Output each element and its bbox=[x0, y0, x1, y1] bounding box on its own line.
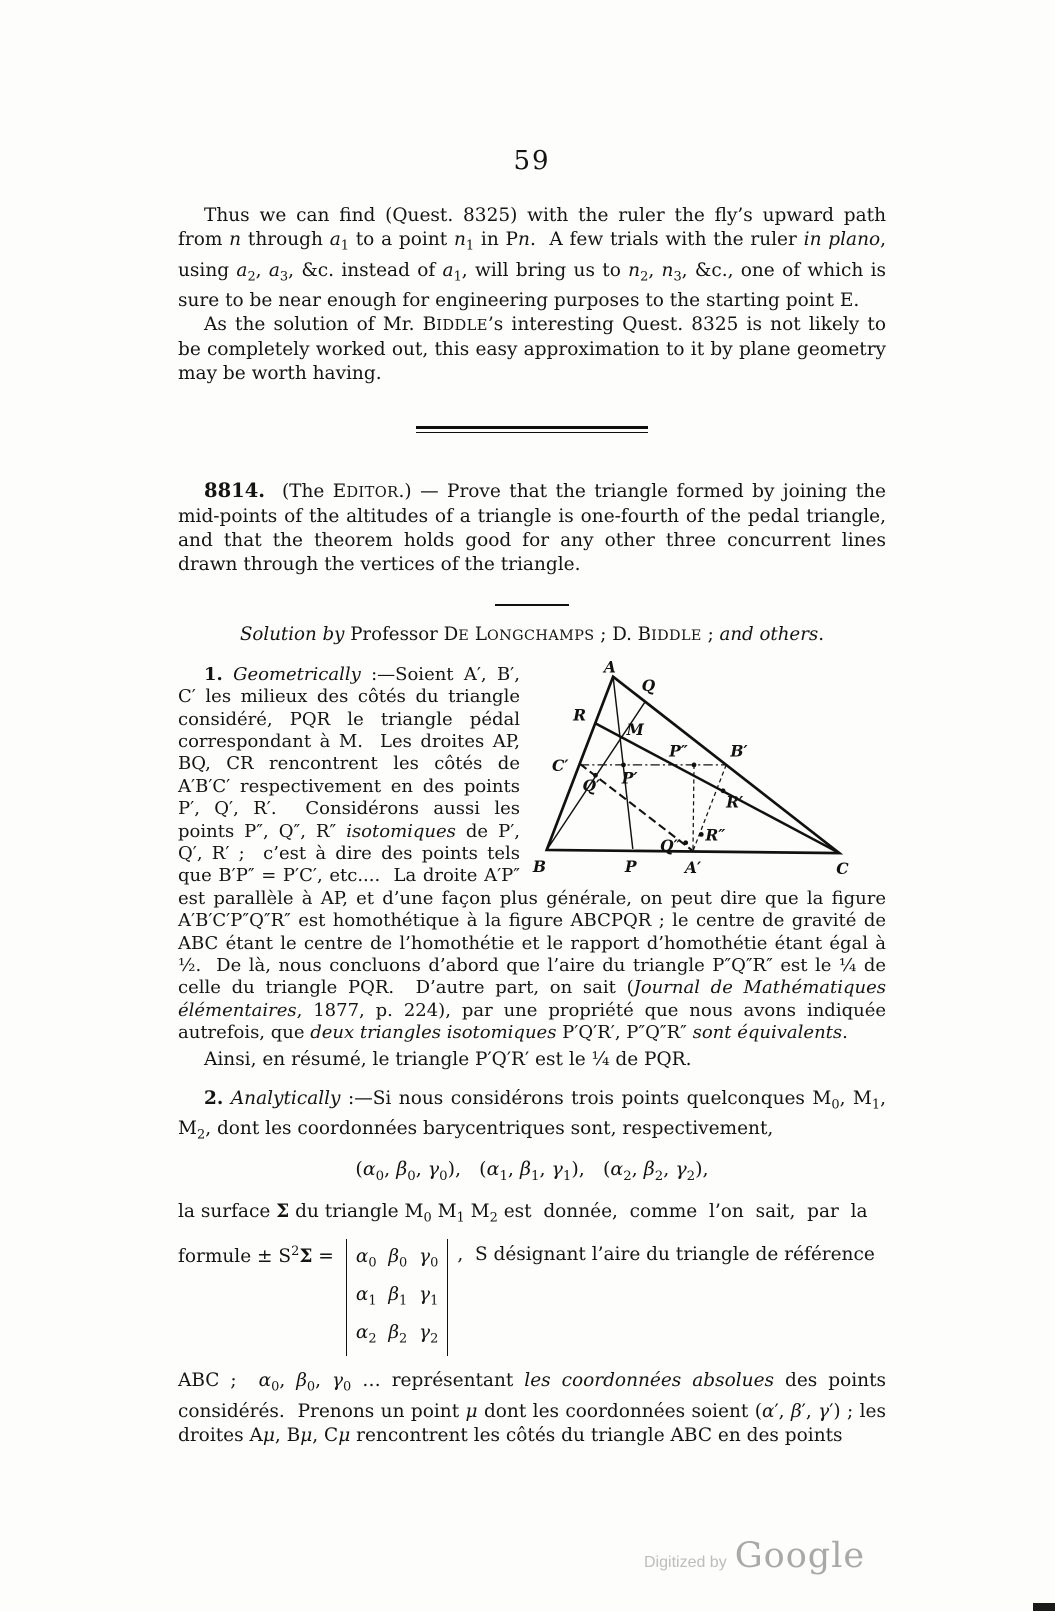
label-vertex-b: B bbox=[532, 856, 546, 876]
formula-right-text: , S désignant l’aire du triangle de référence bbox=[457, 1244, 875, 1266]
geometric-solution-section bbox=[178, 657, 886, 1045]
question-8814-text: 8814. (The EDITOR.) — Prove that the triangle formed by joining the mid-points of the altitudes of a triangle is one-fourth of the pedal triangle, and that the theorem holds good for any other three concurrent lines drawn through the vertices of the triangle. bbox=[178, 479, 886, 575]
point-r-prime bbox=[721, 788, 726, 793]
point-r-doubleprime bbox=[699, 832, 704, 837]
double-rule-divider bbox=[416, 426, 648, 434]
double-rule-bottom-line bbox=[416, 432, 648, 433]
label-point-p: P bbox=[624, 856, 637, 876]
label-point-r: R bbox=[573, 705, 587, 725]
google-logo: Google bbox=[734, 1536, 866, 1576]
surface-line: la surface Σ du triangle $M_0$ $M_1$ $M_2$ est donnée, comme l’on sait, par la bbox=[178, 1200, 868, 1226]
label-r-prime: R′ bbox=[726, 792, 744, 812]
determinant-formula bbox=[178, 1239, 886, 1356]
point-p-prime bbox=[621, 762, 626, 767]
matrix-row-1: $\alpha_1$ $\beta_1$ $\gamma_1$ bbox=[355, 1283, 439, 1309]
label-a-prime: A′ bbox=[684, 857, 702, 877]
formula-left-text: formule ± $S^2\Sigma$ = bbox=[178, 1244, 334, 1268]
label-vertex-c: C bbox=[836, 858, 849, 878]
scan-corner-artifact bbox=[1033, 1603, 1055, 1611]
page-number: 59 bbox=[513, 146, 551, 176]
analytical-intro-paragraph: 2. Analytically :—Si nous considérons trois points quelconques $M_0$, $M_1$, $M_2$, dont les coordonnées barycentriques sont, respectivement, bbox=[178, 1087, 886, 1143]
matrix-row-2: $\alpha_2$ $\beta_2$ $\gamma_2$ bbox=[355, 1321, 439, 1347]
label-point-q: Q bbox=[641, 675, 656, 695]
label-vertex-a: A bbox=[603, 657, 617, 677]
label-r-doubleprime: R″ bbox=[705, 825, 726, 845]
label-c-prime: C′ bbox=[551, 755, 569, 775]
barycentric-coordinates-equation: ($\alpha_0$, $\beta_0$, $\gamma_0$), ($\alpha_1$, $\beta_1$, $\gamma_1$), ($\alpha_2$, $\beta_2$, $\gamma_2$), bbox=[355, 1157, 709, 1184]
label-p-doubleprime: P″ bbox=[669, 741, 688, 761]
line-aprime-pdoubleprime bbox=[693, 765, 694, 849]
label-point-m: M bbox=[626, 719, 644, 739]
double-rule-top-line bbox=[416, 426, 648, 429]
resume-line: Ainsi, en résumé, le triangle P′Q′R′ est le ¼ de PQR. bbox=[204, 1048, 692, 1070]
label-q-doubleprime: Q″ bbox=[660, 835, 681, 855]
short-rule-divider bbox=[495, 604, 569, 606]
solution-byline: Solution by Professor DE LONGCHAMPS ; D. BIDDLE ; and others. bbox=[239, 623, 825, 645]
determinant-matrix bbox=[346, 1239, 449, 1356]
matrix-row-0: $\alpha_0$ $\beta_0$ $\gamma_0$ bbox=[355, 1246, 439, 1271]
label-p-prime: P′ bbox=[621, 768, 638, 788]
closing-paragraph: ABC ; $\alpha_0$, $\beta_0$, $\gamma_0$ … représentant les coordonnées absolues des points considérés. Prenons un point μ dont les coordonnées soient (α′, β′, γ′) ; les droites Aμ, Bμ, Cμ rencontrent les côtés du triangle ABC en des points bbox=[178, 1370, 887, 1446]
intro-paragraph-2: As the solution of Mr. BIDDLE’s interesting Quest. 8325 is not likely to be completely worked out, this easy approximation to it by plane geometry may be worth having. bbox=[178, 314, 887, 384]
triangle-diagram-svg bbox=[528, 658, 886, 880]
digitized-watermark bbox=[644, 1536, 865, 1576]
label-b-prime: B′ bbox=[730, 741, 748, 761]
triangle-figure bbox=[528, 658, 886, 880]
point-p-doubleprime bbox=[692, 762, 697, 767]
watermark-prefix: Digitized by bbox=[644, 1554, 727, 1571]
label-q-prime: Q′ bbox=[582, 775, 601, 795]
intro-paragraph-1: Thus we can find (Quest. 8325) with the ruler the fly’s upward path from n through $a_1$ to a point $n_1$ in Pn. A few trials with the ruler in plano, using $a_2$, $a_3$, &c. instead of $a_1$, will bring us to $n_2$, $n_3$, &c., one of which is sure to be near enough for engineering purposes to the starting point E. bbox=[178, 205, 887, 312]
page-content bbox=[178, 0, 886, 1448]
point-q-doubleprime bbox=[683, 840, 688, 845]
geometric-solution-paragraph: 1. Geometrically :—Soient A′, B′, C′ les milieux des côtés du triangle considéré, PQR le triangle pédal correspondant à M. Les droites AP, BQ, CR rencontrent les côtés de A′B′C′ respectivement en des points P′, Q′, R′. Considérons aussi les points P″, Q″, R″ isotomiques de P′, Q′, R′ ; c’est à dire des points tels que B′P″ = P′C′, etc.... La droite A′P″ est parallèle à AP, et d’une façon plus générale, on peut dire que la figure A′B′C′P″Q″R″ est homothétique à la figure ABCPQR ; le centre de gravité de ABC étant le centre de l’homothétie et le rapport d’homothétie étant égal à ½. De là, nous concluons d’abord que l’aire du triangle P″Q″R″ est le ¼ de celle du triangle PQR. D’autre part, on sait (Journal de Mathématiques élémentaires, 1877, p. 224), par une propriété que nous avons indiquée autrefois, que deux triangles isotomiques P′Q′R′, P″Q″R″ sont équivalents. bbox=[178, 663, 886, 1044]
